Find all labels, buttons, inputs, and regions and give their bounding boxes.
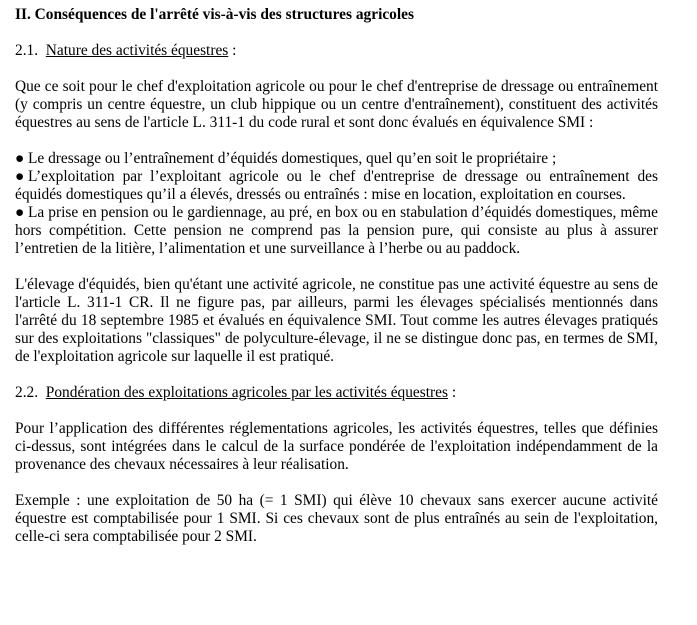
bullet-item [15, 168, 658, 204]
subsection-suffix: : [228, 42, 237, 59]
activities-bullet-list [15, 150, 658, 258]
document-page [15, 6, 658, 546]
bullet-item [15, 150, 658, 168]
paragraph-horse-breeding: L'élevage d'équidés, bien qu'étant une activité agricole, ne constitue pas une activité équestre au sens de l'article L. 311-1 CR. Il ne figure pas, par ailleurs, parmi les élevages spécialisés mentionnés dans l'arrêté du 18 septembre 1985 et évalués en équivalence SMI. Tout comme les autres élevages pratiqués sur des exploitations "classiques" de polyculture-élevage, il ne se distingue donc pas, en termes de SMI, de l'exploitation agricole sur laquelle il est pratiqué. [15, 276, 658, 365]
bullet-text: La prise en pension ou le gardiennage, au pré, en box ou en stabulation d’équidés domestiques, même hors compétition. Cette pension ne comprend pas la pension pure, qui consiste au plus à assurer l’entretien de la litière, l’alimentation et une surveillance à l’herbe ou au paddock. [15, 204, 658, 257]
subsection-heading-2-1 [15, 42, 658, 60]
section-heading: II. Conséquences de l'arrêté vis-à-vis des structures agricoles [15, 6, 414, 23]
subsection-number: 2.1. [15, 42, 39, 59]
paragraph-example: Exemple : une exploitation de 50 ha (= 1 SMI) qui élève 10 chevaux sans exercer aucune activité équestre est comptabilisée pour 1 SMI. Si ces chevaux sont de plus entraînés au sein de l'exploitation, celle-ci sera comptabilisée pour 2 SMI. [15, 492, 658, 545]
bullet-text: Le dressage ou l’entraînement d’équidés domestiques, quel qu’en soit le propriétaire ; [28, 150, 557, 167]
bullet-text: L’exploitation par l’exploitant agricole ou le chef d'entreprise de dressage ou entraînement des équidés domestiques qu’il a élevés, dressés ou entraînés : mise en location, exploitation en courses. [15, 168, 658, 203]
paragraph-weighting: Pour l’application des différentes réglementations agricoles, les activités équestres, telles que définies ci-dessus, sont intégrées dans le calcul de la surface pondérée de l'exploitation indépendamment de la provenance des chevaux nécessaires à leur réalisation. [15, 420, 658, 473]
subsection-title: Pondération des exploitations agricoles par les activités équestres [45, 384, 448, 401]
subsection-suffix: : [447, 384, 457, 401]
bullet-icon: ● [15, 168, 25, 185]
subsection-heading-2-2 [15, 384, 658, 402]
bullet-item [15, 204, 658, 258]
subsection-title: Nature des activités équestres [45, 42, 229, 59]
bullet-icon: ● [15, 150, 25, 167]
subsection-number: 2.2. [15, 384, 39, 401]
paragraph-activities-definition: Que ce soit pour le chef d'exploitation agricole ou pour le chef d'entreprise de dressage ou entraînement (y compris un centre équestre, un club hippique ou un centre d'entraînement), constituent des activités équestres au sens de l'article L. 311-1 du code rural et sont donc évalués en équivalence SMI : [15, 78, 658, 131]
bullet-icon: ● [15, 204, 25, 221]
